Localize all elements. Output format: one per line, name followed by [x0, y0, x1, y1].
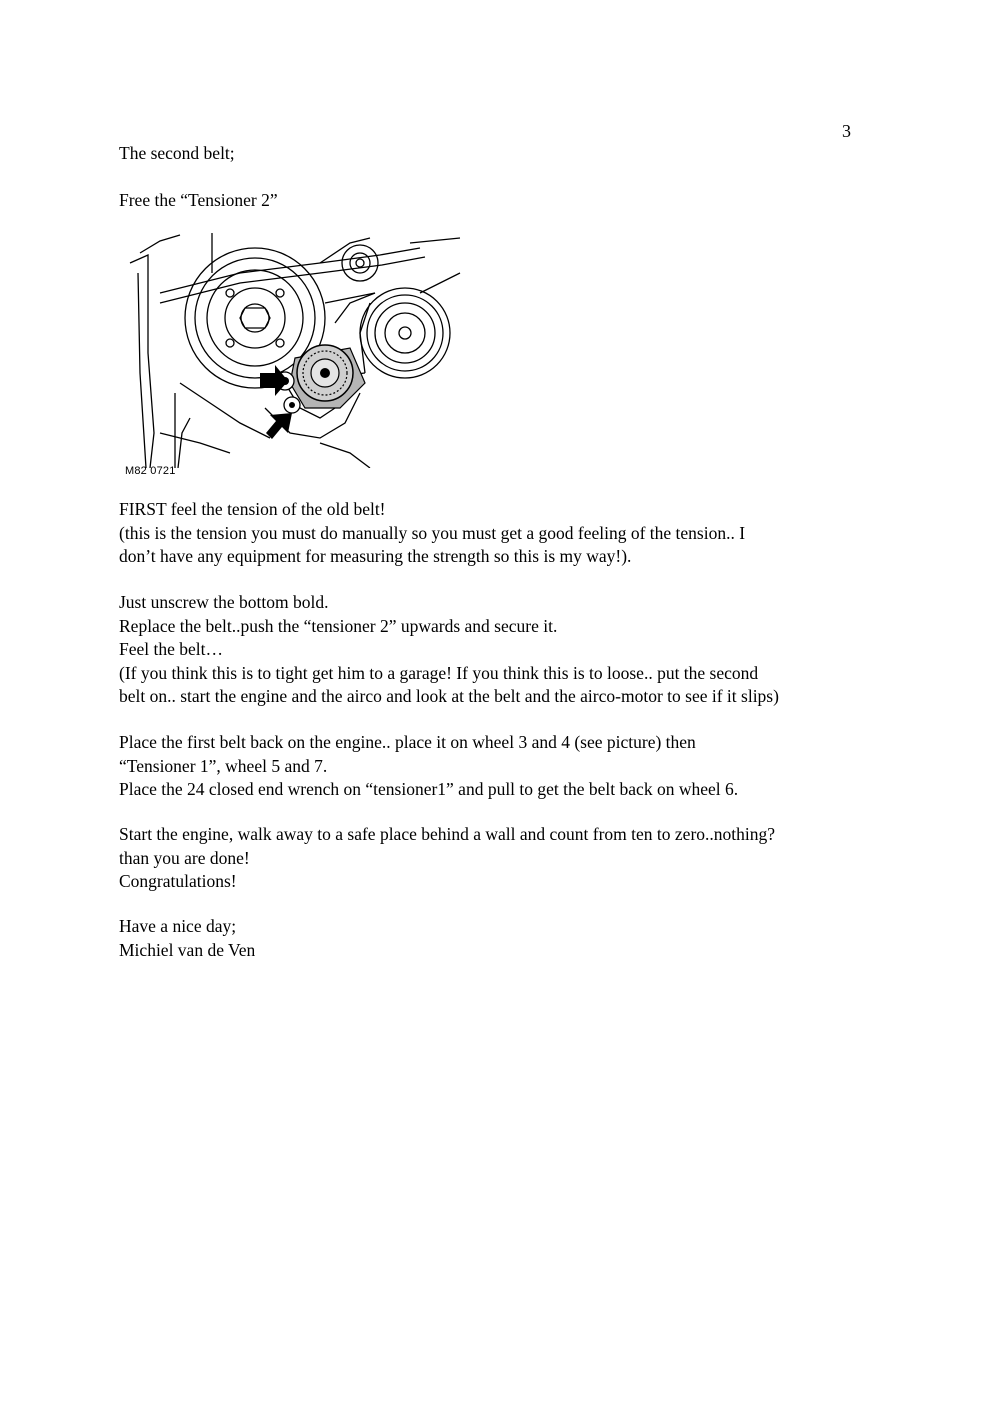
- tension-line-3: don’t have any equipment for measuring the strength so this is my way!).: [119, 546, 632, 566]
- finish-paragraph: [119, 823, 919, 894]
- page-number: 3: [842, 121, 851, 141]
- finish-line-3: Congratulations!: [119, 871, 237, 891]
- steps-line-2: Replace the belt..push the “tensioner 2” upwards and secure it.: [119, 615, 558, 636]
- signoff-greeting: Have a nice day;: [119, 916, 237, 936]
- figure-caption: M82 0721: [125, 465, 176, 477]
- section-heading: [119, 142, 919, 166]
- steps-line-1: Just unscrew the bottom bold.: [119, 592, 329, 612]
- steps-line-5: belt on.. start the engine and the airco and look at the belt and the airco-motor to see if it slips): [119, 686, 779, 706]
- signoff-paragraph: [119, 915, 919, 962]
- author-name: Michiel van de Ven: [119, 939, 256, 960]
- belt-tensioner-diagram: [120, 233, 465, 483]
- heading-text: The second belt;: [119, 143, 235, 163]
- refit-line-2: “Tensioner 1”, wheel 5 and 7.: [119, 755, 328, 776]
- tension-paragraph: [119, 498, 919, 569]
- refit-line-1: Place the first belt back on the engine.. place it on wheel 3 and 4 (see picture) then: [119, 732, 696, 752]
- refit-line-3: Place the 24 closed end wrench on “tensioner1” and pull to get the belt back on wheel 6.: [119, 779, 739, 799]
- intro-text: Free the “Tensioner 2”: [119, 190, 278, 210]
- tension-line-2: (this is the tension you must do manually so you must get a good feeling of the tension.. I: [119, 522, 746, 543]
- finish-line-1: Start the engine, walk away to a safe place behind a wall and count from ten to zero..nothing?: [119, 824, 776, 844]
- steps-line-3: Feel the belt…: [119, 639, 224, 659]
- steps-line-4: (If you think this is to tight get him to a garage! If you think this is to loose.. put the second: [119, 662, 759, 683]
- refit-paragraph: [119, 731, 919, 802]
- finish-line-2: than you are done!: [119, 847, 250, 868]
- steps-paragraph: [119, 591, 919, 709]
- tension-line-1: FIRST feel the tension of the old belt!: [119, 499, 386, 519]
- intro-paragraph: [119, 189, 919, 213]
- engine-drawing: [120, 233, 465, 468]
